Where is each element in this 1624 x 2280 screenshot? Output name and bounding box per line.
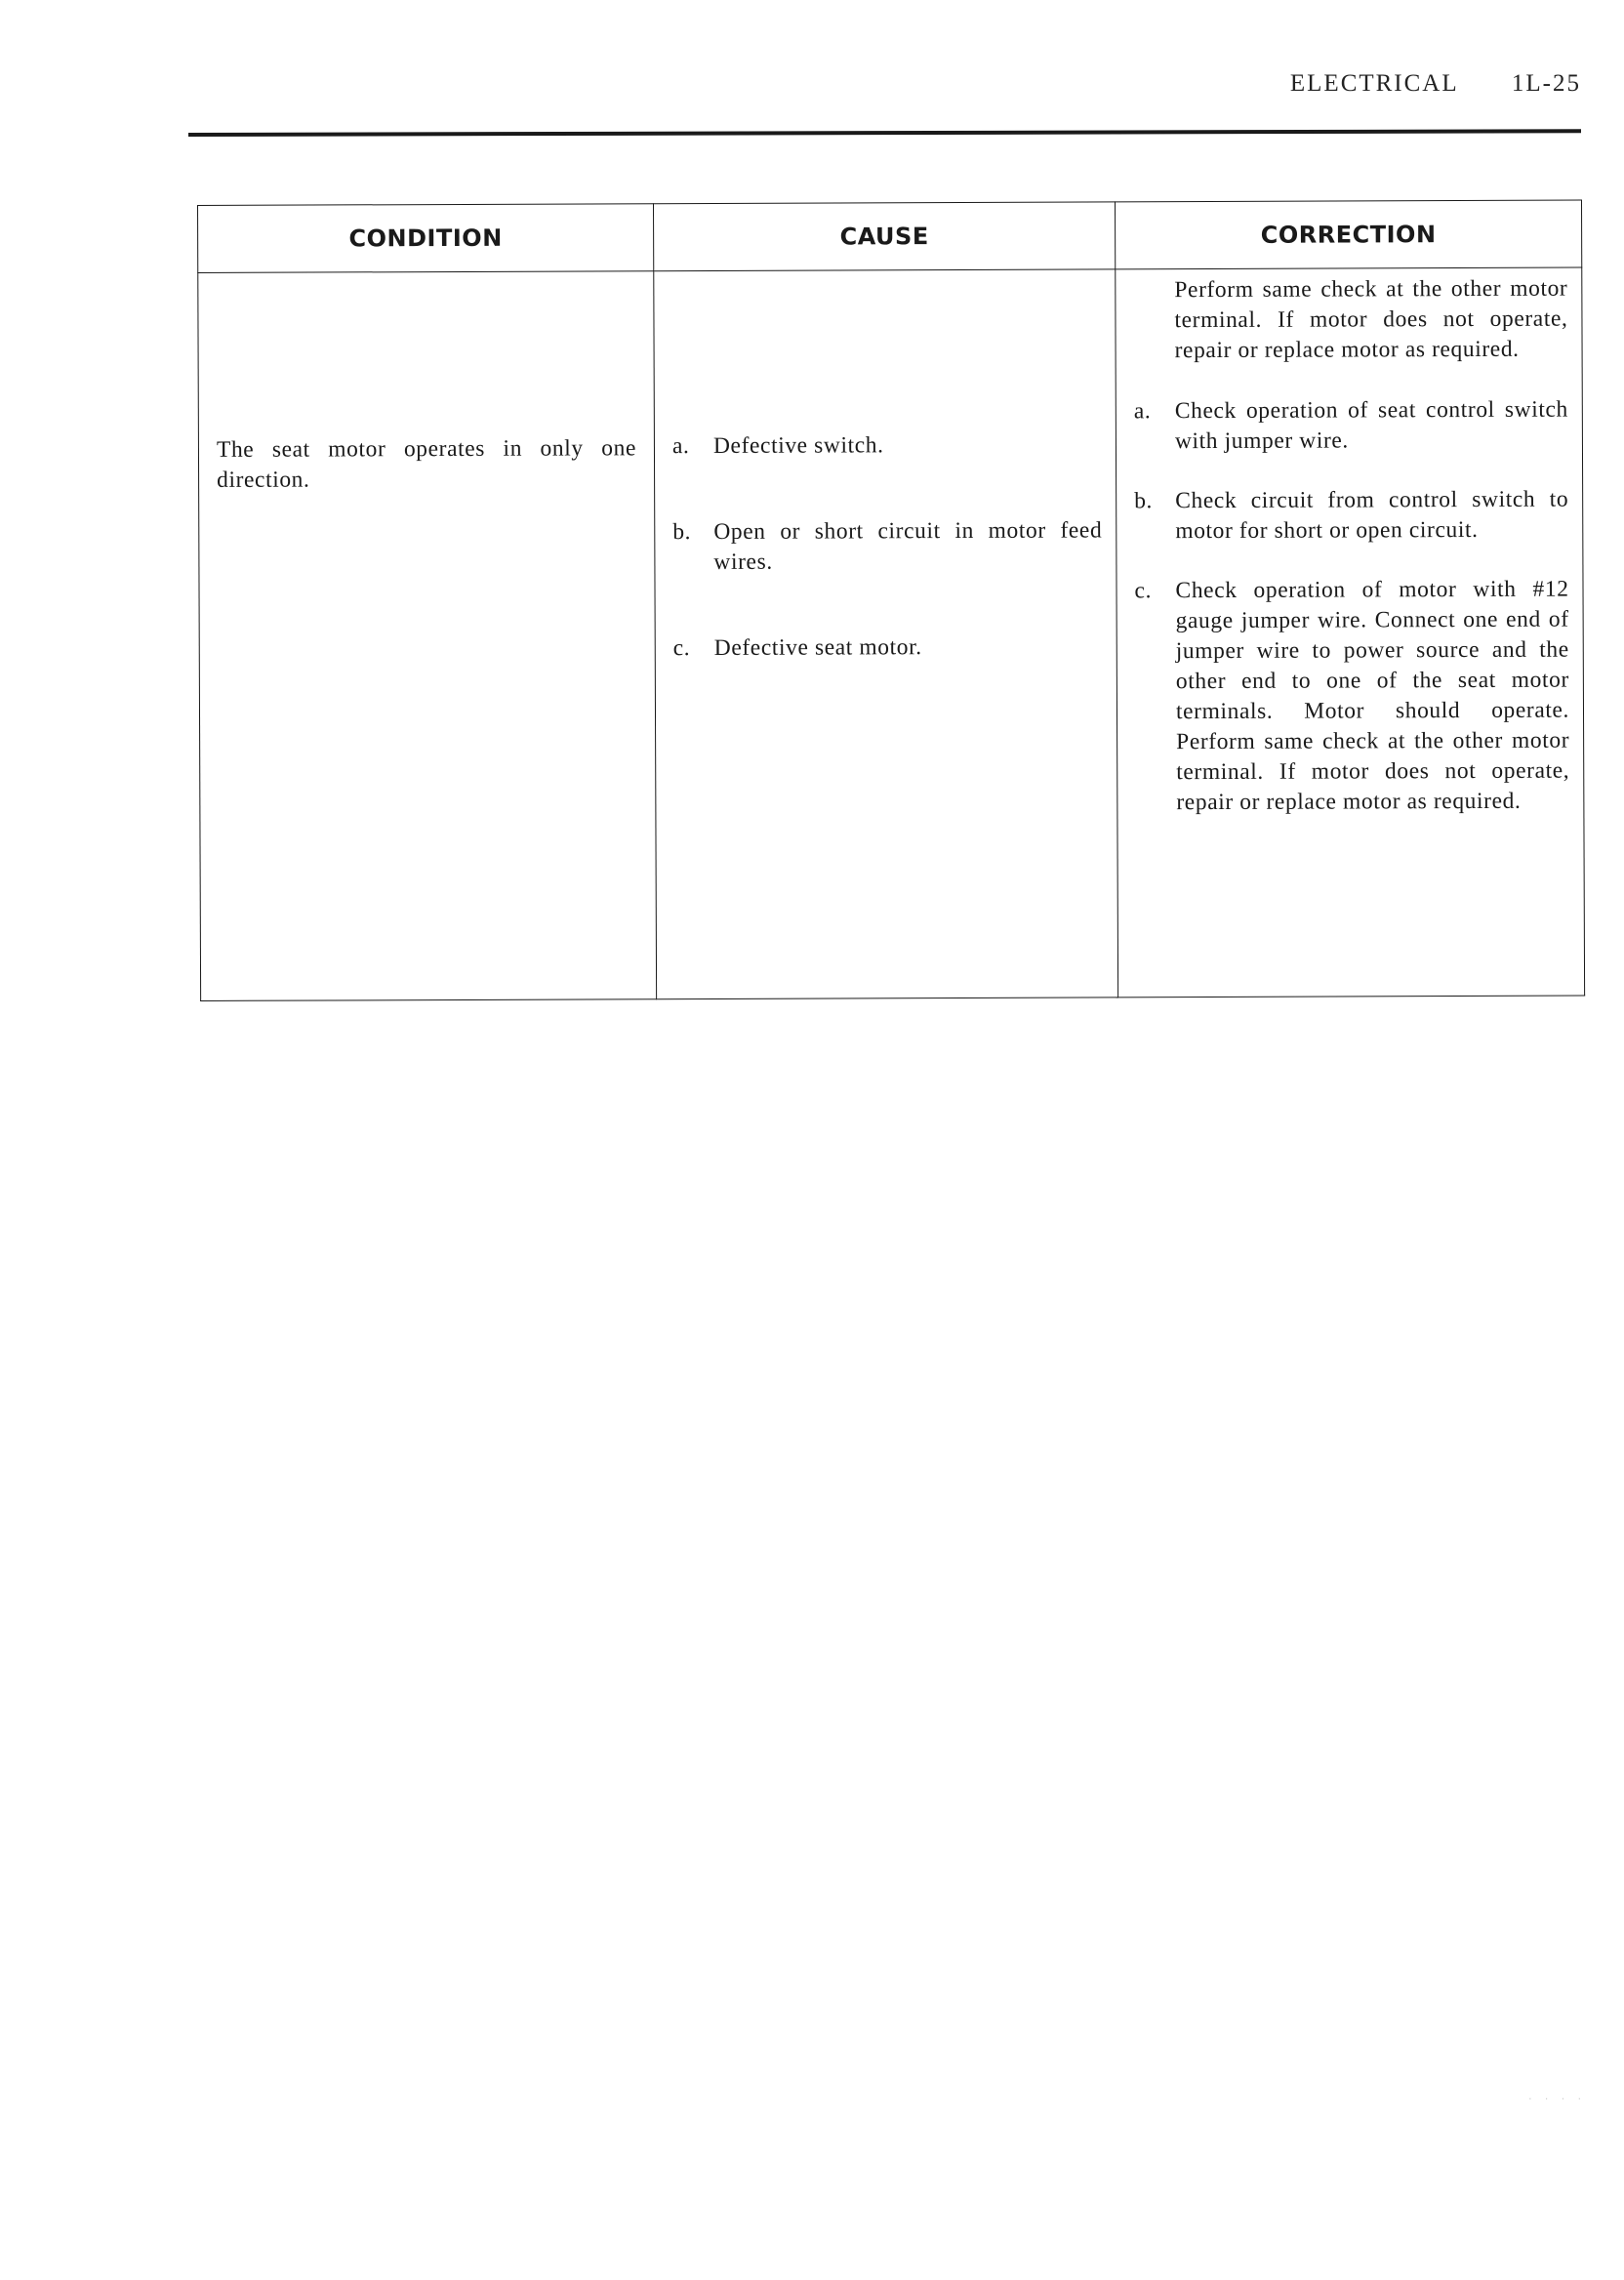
correction-continued-text: Perform same check at the other motor terminal. If motor does not operate, repair or replace motor as required.: [1174, 275, 1568, 364]
cause-letter: c.: [672, 635, 691, 662]
troubleshooting-table: [197, 200, 1585, 1001]
scan-speck: . . . .: [1527, 2093, 1585, 2102]
correction-text: Check operation of seat control switch with jumper wire.: [1174, 396, 1568, 455]
correction-item-c: [1116, 575, 1583, 819]
cause-list: [654, 269, 1116, 664]
correction-column-header: CORRECTION: [1115, 200, 1581, 269]
cause-column-header: CAUSE: [653, 202, 1115, 271]
cause-item-c: [656, 631, 1116, 664]
cause-letter: a.: [671, 433, 690, 460]
section-title: ELECTRICAL: [1289, 70, 1459, 97]
condition-text: The seat motor operates in only one direction.: [216, 435, 637, 493]
cause-letter: b.: [672, 519, 692, 546]
table-header-row: [198, 200, 1582, 272]
page-number: 1L-25: [1511, 70, 1581, 97]
correction-item-b: [1116, 485, 1582, 548]
troubleshooting-table-wrapper: [197, 200, 1584, 1001]
correction-letter: a.: [1133, 398, 1152, 425]
cause-item-a: [655, 429, 1116, 462]
correction-list: [1116, 268, 1583, 819]
condition-column-header: CONDITION: [198, 204, 654, 273]
header-rule: [188, 129, 1581, 137]
correction-letter: b.: [1134, 488, 1154, 514]
cause-text: Defective switch.: [712, 432, 884, 459]
cause-cell: [654, 269, 1118, 999]
condition-cell: [198, 271, 657, 1001]
running-head: [1290, 70, 1581, 98]
correction-text: Check operation of motor with #12 gauge jumper wire. Connect one end of jumper wire to power source and the other end to one of the seat motor terminals. Motor should operate. Perform same check at the other motor terminal. If motor does not operate, repair or replace motor as required.: [1175, 576, 1570, 816]
cause-text: Defective seat motor.: [713, 634, 922, 661]
cause-item-b: [655, 515, 1116, 578]
correction-letter: c.: [1134, 578, 1153, 604]
correction-item-a: [1116, 395, 1582, 458]
correction-text: Check circuit from control switch to motor for short or open circuit.: [1175, 486, 1569, 545]
table-row: [198, 267, 1585, 1000]
cause-text: Open or short circuit in motor feed wires.: [713, 517, 1103, 575]
correction-cell: [1116, 267, 1585, 998]
